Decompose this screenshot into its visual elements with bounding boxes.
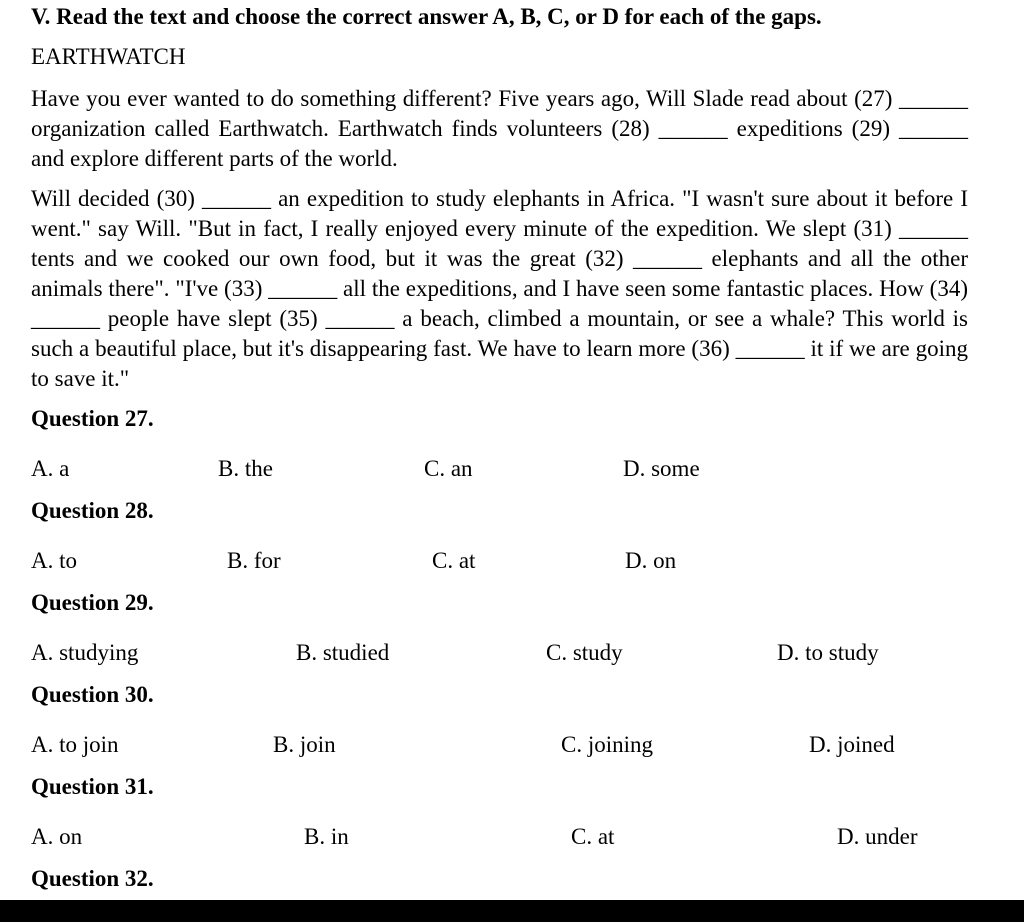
- question-30-option-d[interactable]: D. joined: [809, 732, 895, 757]
- question-31-option-d[interactable]: D. under: [837, 824, 918, 849]
- question-30-option-a[interactable]: A. to join: [31, 732, 119, 757]
- question-27-option-a[interactable]: A. a: [31, 456, 70, 481]
- question-27-label: Question 27.: [31, 406, 154, 431]
- question-28-option-a[interactable]: A. to: [31, 548, 77, 573]
- bottom-edge-bar: [0, 900, 1024, 922]
- question-29-option-c[interactable]: C. study: [546, 640, 623, 665]
- question-30-option-c[interactable]: C. joining: [561, 732, 654, 757]
- question-27-option-b[interactable]: B. the: [218, 456, 273, 481]
- question-31-option-b[interactable]: B. in: [304, 824, 349, 849]
- passage-paragraph-1: Have you ever wanted to do something different? Five years ago, Will Slade read about (27) ______ organization called Earthwatch. Earthwatch finds volunteers (28) ______ expeditions (29) ______ and explore different parts of the world.: [31, 86, 968, 171]
- question-31-label: Question 31.: [31, 774, 154, 799]
- question-28-option-b[interactable]: B. for: [227, 548, 281, 573]
- question-29-option-a[interactable]: A. studying: [31, 640, 139, 665]
- question-31-option-a[interactable]: A. on: [31, 824, 83, 849]
- passage-paragraph-2: Will decided (30) ______ an expedition to study elephants in Africa. "I wasn't sure about it before I went." say Will. "But in fact, I really enjoyed every minute of the expedition. We slept (31) ______ tents and we cooked our own food, but it was the great (32) ______ elephants and all the other animals there". "I've (33) ______ all the expeditions, and I have seen some fantastic places. How (34) ______ people have slept (35) ______ a beach, climbed a mountain, or see a whale? This world is such a beautiful place, but it's disappearing fast. We have to learn more (36) ______ it if we are going to save it.": [31, 186, 968, 391]
- question-28-option-c[interactable]: C. at: [432, 548, 476, 573]
- question-27-option-c[interactable]: C. an: [424, 456, 473, 481]
- question-29-option-b[interactable]: B. studied: [296, 640, 390, 665]
- section-heading: V. Read the text and choose the correct answer A, B, C, or D for each of the gaps.: [31, 4, 822, 29]
- question-27-option-d[interactable]: D. some: [623, 456, 700, 481]
- question-28-label: Question 28.: [31, 498, 154, 523]
- passage-title: EARTHWATCH: [31, 44, 186, 69]
- question-32-label: Question 32.: [31, 866, 154, 891]
- question-29-label: Question 29.: [31, 590, 154, 615]
- question-31-option-c[interactable]: C. at: [571, 824, 615, 849]
- question-30-option-b[interactable]: B. join: [273, 732, 336, 757]
- question-28-option-d[interactable]: D. on: [625, 548, 677, 573]
- question-29-option-d[interactable]: D. to study: [777, 640, 879, 665]
- question-30-label: Question 30.: [31, 682, 154, 707]
